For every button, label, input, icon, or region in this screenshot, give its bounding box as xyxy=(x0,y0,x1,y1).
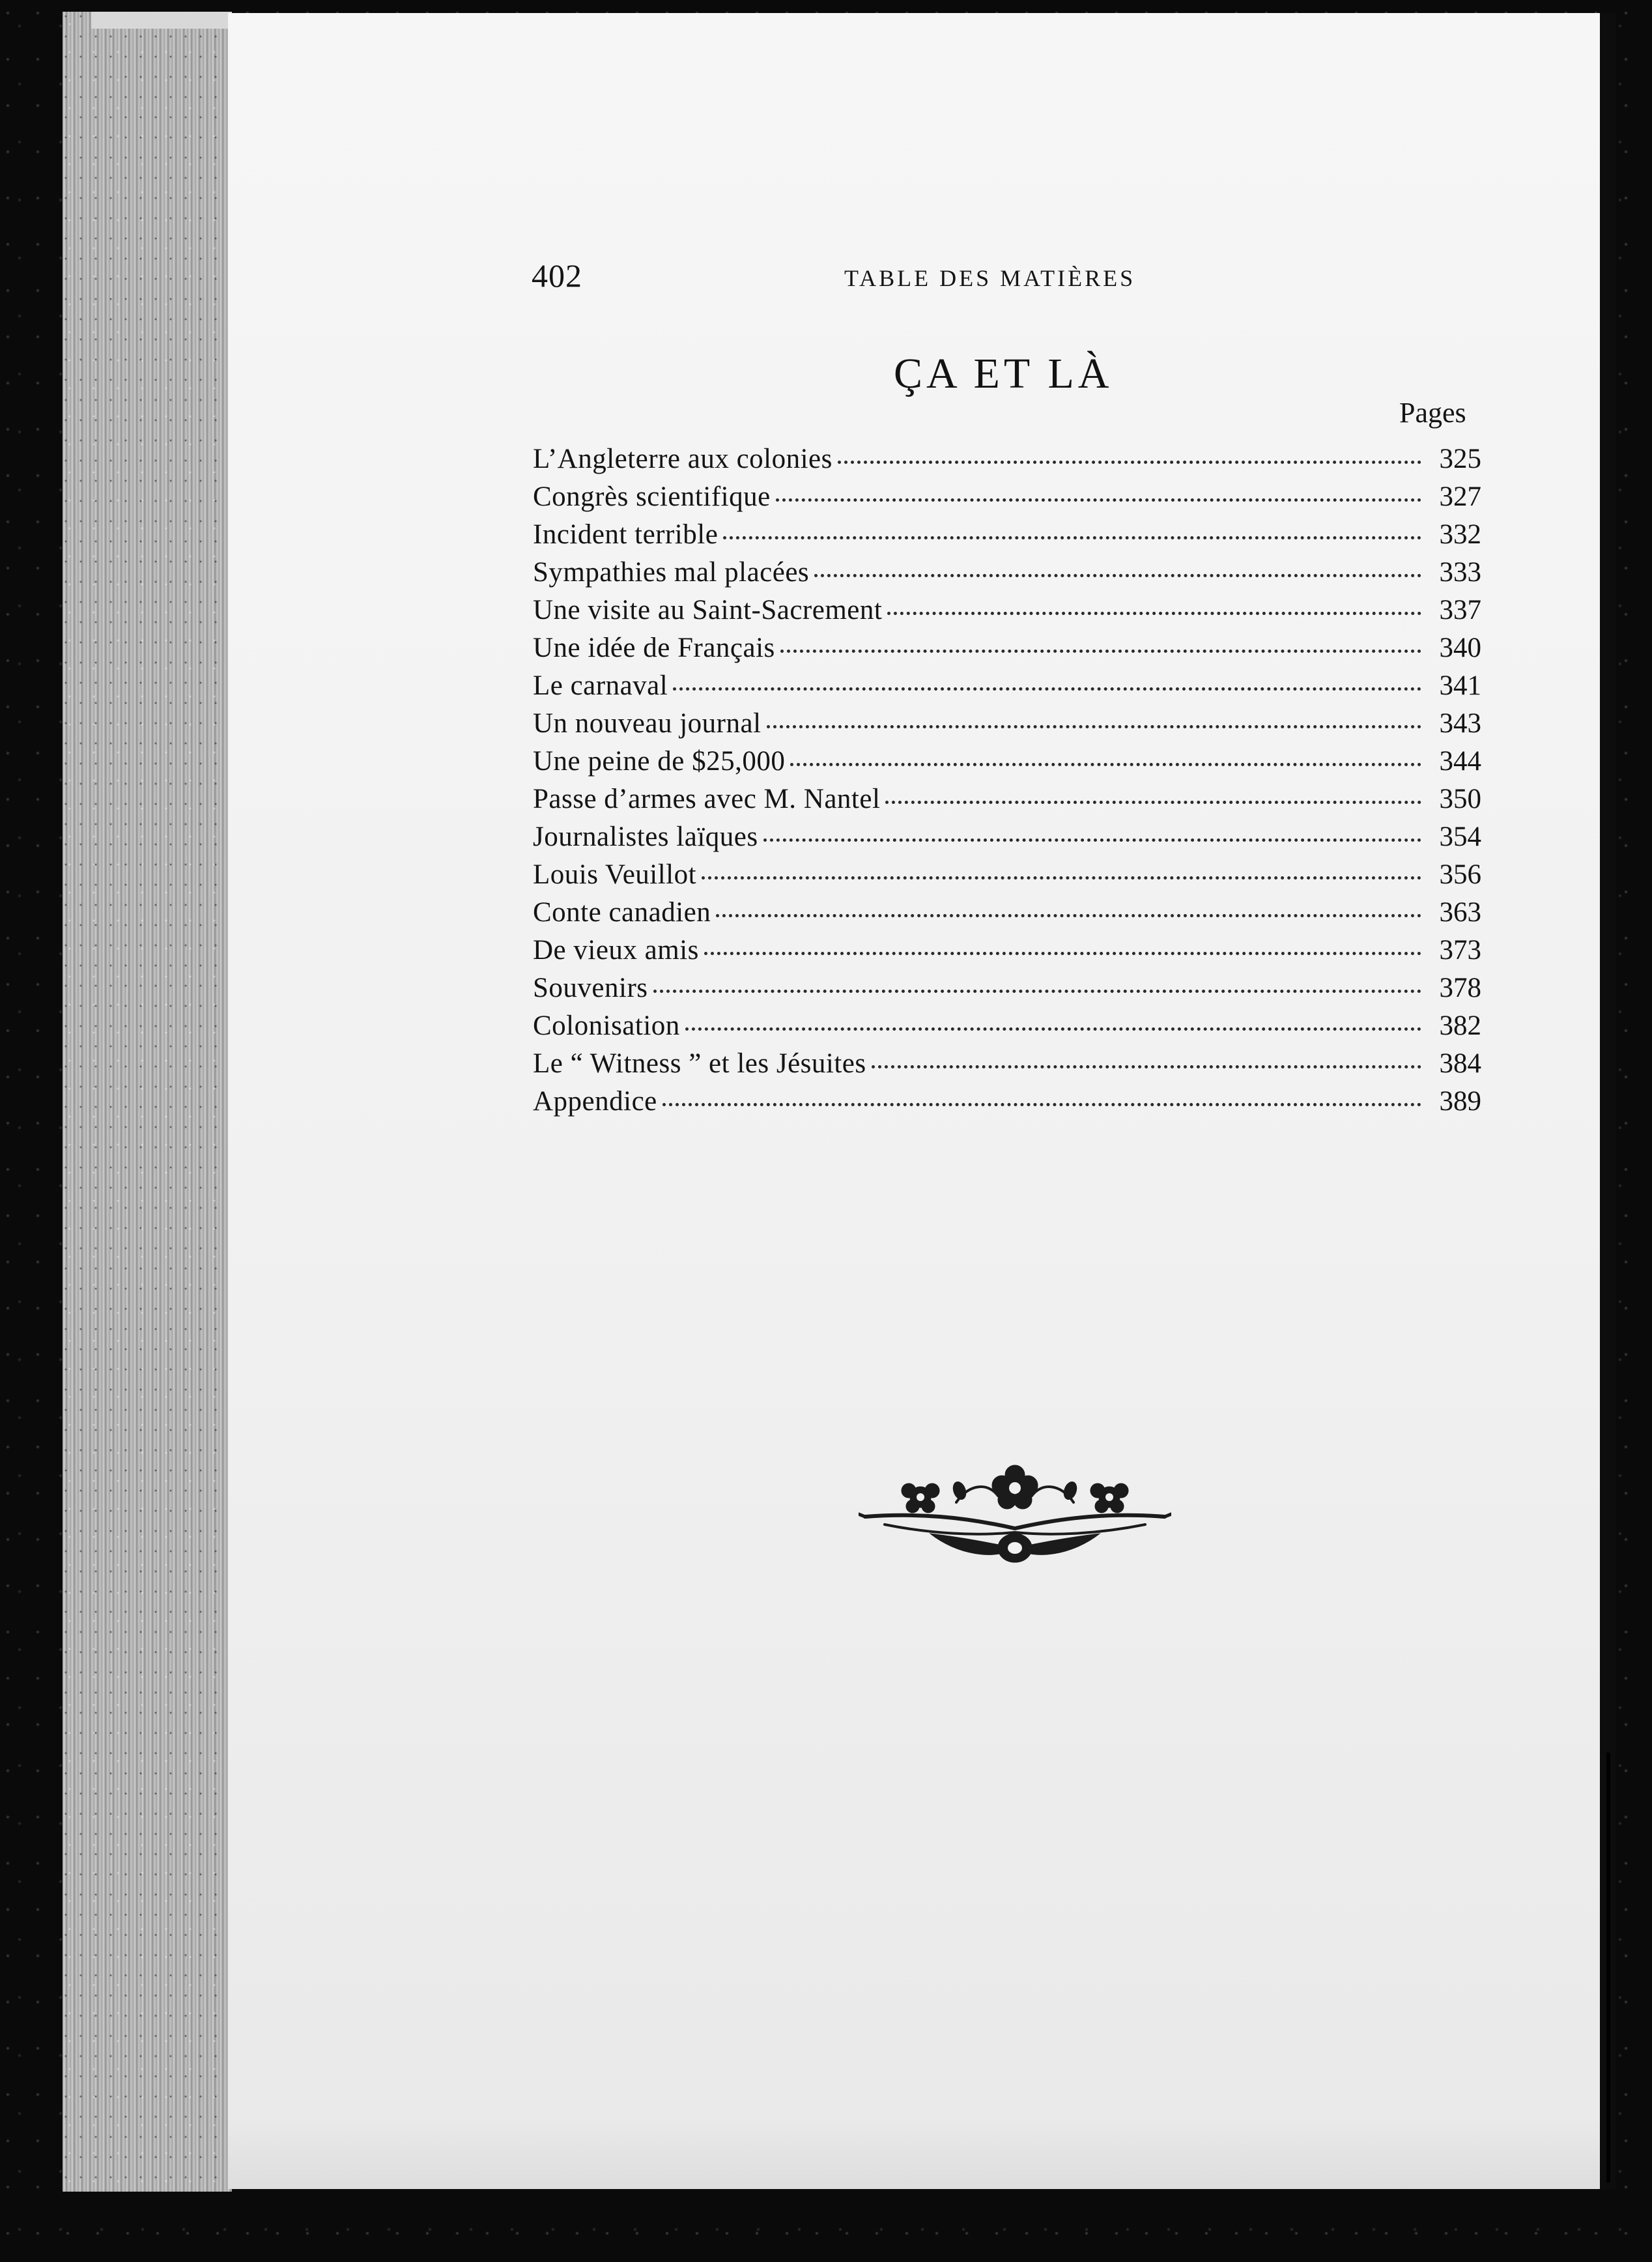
toc-dot-leader xyxy=(767,725,1421,728)
toc-entry xyxy=(533,783,1481,821)
toc-dot-leader xyxy=(885,801,1421,804)
toc-dot-leader xyxy=(887,612,1421,615)
toc-dot-leader xyxy=(838,461,1421,464)
toc-entry xyxy=(533,896,1481,934)
toc-entry-title: Conte canadien xyxy=(533,897,711,928)
page-shading xyxy=(228,2117,1602,2189)
toc-dot-leader xyxy=(814,574,1421,577)
toc-dot-leader xyxy=(716,914,1421,917)
toc-entry-title: De vieux amis xyxy=(533,935,699,966)
toc-dot-leader xyxy=(723,536,1421,539)
toc-entry-page: 333 xyxy=(1439,557,1481,588)
toc-entry-page: 378 xyxy=(1439,973,1481,1003)
toc-entry-page: 340 xyxy=(1439,633,1481,663)
toc-entry xyxy=(533,556,1481,594)
toc-entry-title: Une visite au Saint-Sacrement xyxy=(533,595,883,625)
toc-entry-title: Louis Veuillot xyxy=(533,859,697,890)
toc-entry-page: 332 xyxy=(1439,519,1481,550)
toc-entry xyxy=(533,1085,1481,1123)
toc-entry-title: Une idée de Français xyxy=(533,633,775,663)
toc-dot-leader xyxy=(872,1065,1421,1068)
toc-entry-page: 363 xyxy=(1439,897,1481,928)
toc-entry-page: 356 xyxy=(1439,859,1481,890)
toc-entry-page: 389 xyxy=(1439,1086,1481,1117)
toc-entry-title: Passe d’armes avec M. Nantel xyxy=(533,784,881,814)
toc-entry xyxy=(533,443,1481,481)
toc-entry xyxy=(533,670,1481,708)
toc-entry-title: Le “ Witness ” et les Jésuites xyxy=(533,1048,866,1079)
toc-entry-page: 354 xyxy=(1439,822,1481,852)
toc-entry-title: Une peine de $25,000 xyxy=(533,746,786,777)
toc-entry xyxy=(533,859,1481,896)
toc-entry xyxy=(533,1048,1481,1085)
toc-entry-title: Souvenirs xyxy=(533,973,648,1003)
section-title: ÇA ET LÀ xyxy=(894,350,1113,397)
toc-entry xyxy=(533,745,1481,783)
toc-dot-leader xyxy=(790,763,1421,766)
toc-dot-leader xyxy=(673,687,1421,691)
book-page-edges xyxy=(63,12,232,2192)
page-number: 402 xyxy=(532,257,582,294)
toc-entry-title: Un nouveau journal xyxy=(533,708,762,739)
toc-entry-title: Sympathies mal placées xyxy=(533,557,810,588)
toc-entry-page: 325 xyxy=(1439,444,1481,474)
toc-entry-page: 344 xyxy=(1439,746,1481,777)
toc-entry xyxy=(533,972,1481,1010)
toc-entry-title: Colonisation xyxy=(533,1010,680,1041)
toc-dot-leader xyxy=(685,1027,1421,1031)
toc-entry-title: Appendice xyxy=(533,1086,657,1117)
toc-entry-title: Journalistes laïques xyxy=(533,822,758,852)
pages-column-label: Pages xyxy=(1399,397,1466,429)
toc-entry xyxy=(533,519,1481,556)
toc-entry-page: 384 xyxy=(1439,1048,1481,1079)
toc-dot-leader xyxy=(704,952,1421,955)
toc-entry xyxy=(533,821,1481,859)
toc-dot-leader xyxy=(653,990,1422,993)
toc-entry-title: L’Angleterre aux colonies xyxy=(533,444,833,474)
toc-entry-page: 373 xyxy=(1439,935,1481,966)
floral-vignette-icon xyxy=(859,1457,1171,1568)
book-page-edge-top xyxy=(91,12,232,29)
toc-entry-page: 337 xyxy=(1439,595,1481,625)
toc-entry-title: Le carnaval xyxy=(533,670,668,701)
toc-entry-page: 343 xyxy=(1439,708,1481,739)
toc-dot-leader xyxy=(702,876,1421,880)
toc-entry xyxy=(533,934,1481,972)
toc-entry-title: Incident terrible xyxy=(533,519,719,550)
toc-entry-page: 382 xyxy=(1439,1010,1481,1041)
toc-entry xyxy=(533,708,1481,745)
toc-dot-leader xyxy=(662,1103,1421,1106)
toc-entry xyxy=(533,632,1481,670)
toc-entry-page: 327 xyxy=(1439,481,1481,512)
toc-entry-page: 350 xyxy=(1439,784,1481,814)
running-title: TABLE DES MATIÈRES xyxy=(844,265,1136,291)
toc-entry-page: 341 xyxy=(1439,670,1481,701)
toc-entry-title: Congrès scientifique xyxy=(533,481,771,512)
toc-dot-leader xyxy=(776,498,1421,502)
toc-entry xyxy=(533,481,1481,519)
page-binding-line xyxy=(1606,1753,1610,2183)
table-of-contents xyxy=(533,443,1481,1123)
toc-entry xyxy=(533,594,1481,632)
toc-entry xyxy=(533,1010,1481,1048)
toc-dot-leader xyxy=(763,838,1421,842)
toc-dot-leader xyxy=(780,650,1421,653)
